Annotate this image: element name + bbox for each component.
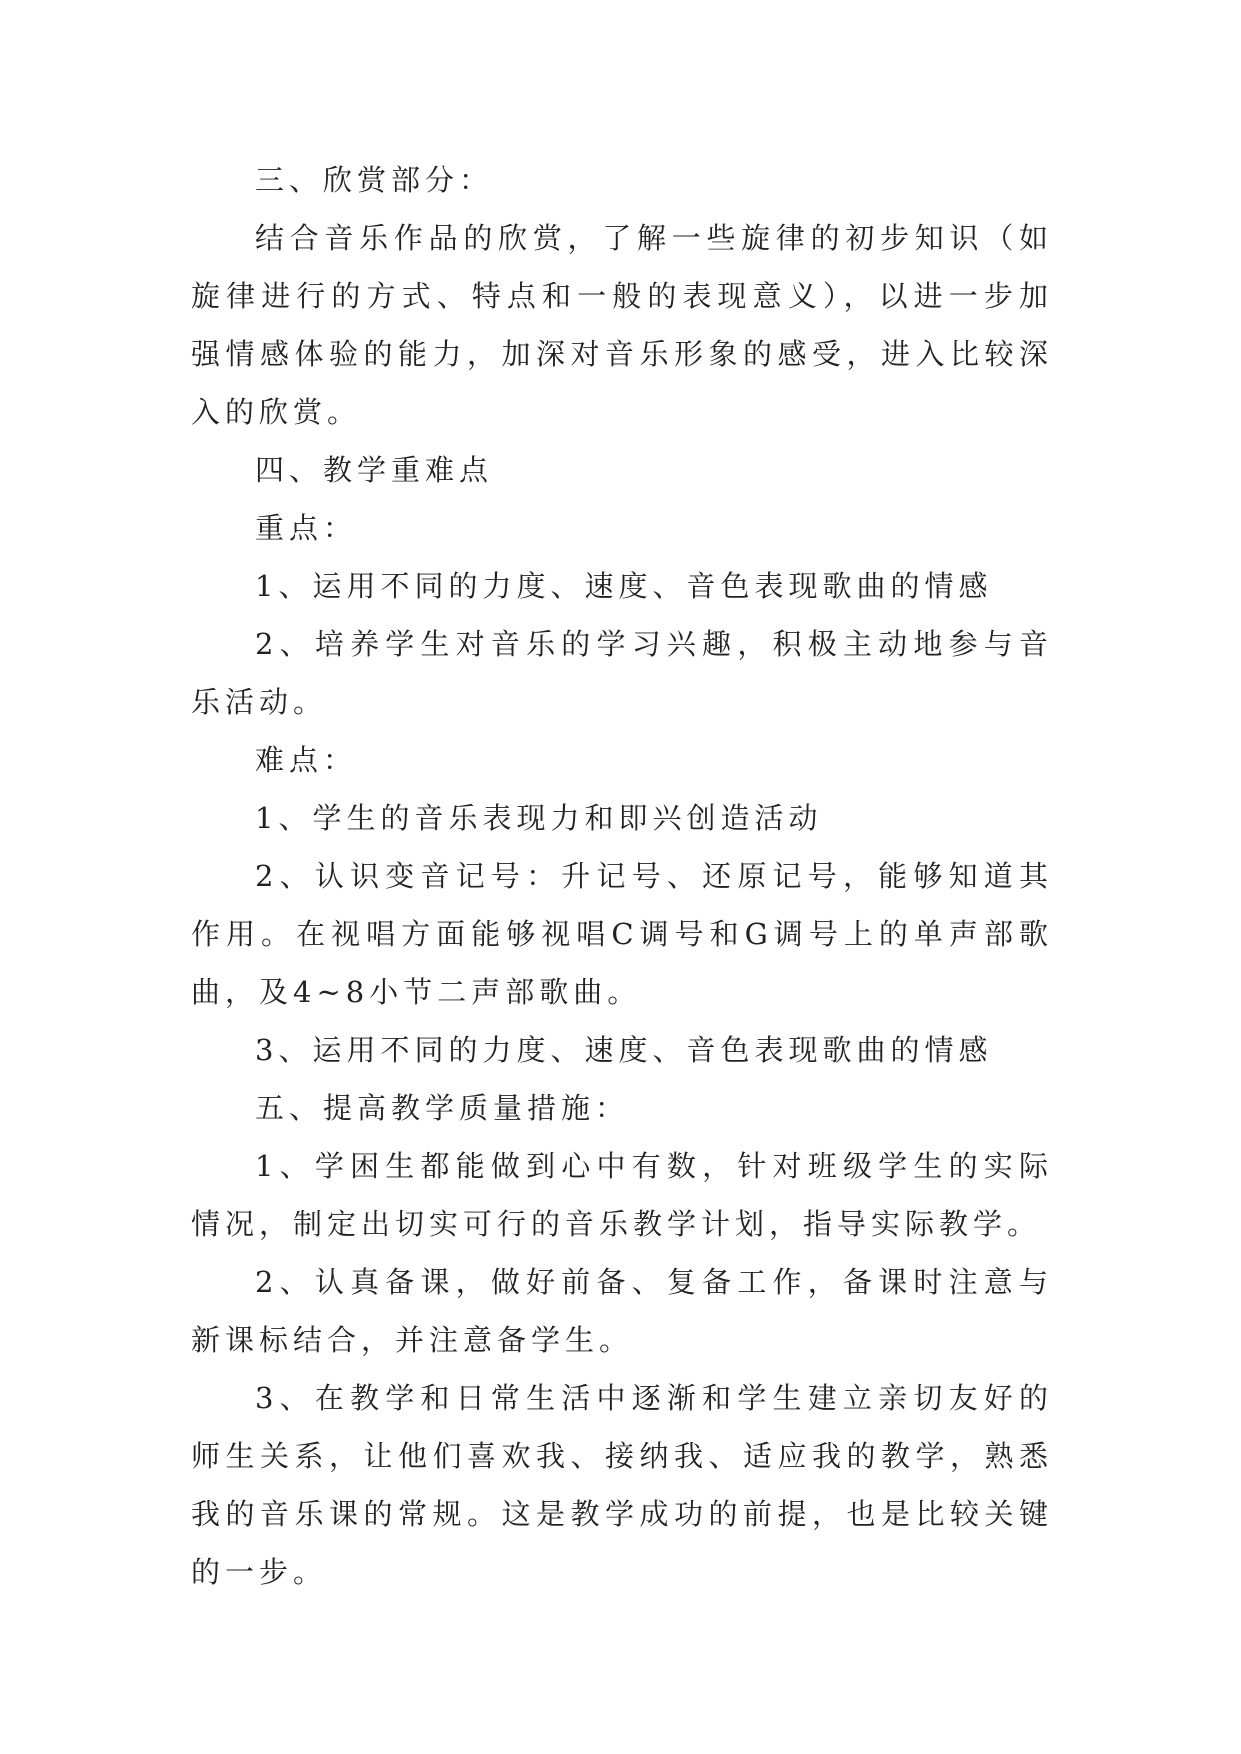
list-item-difficulty-2: 2、认识变音记号：升记号、还原记号，能够知道其作用。在视唱方面能够视唱C调号和G调号上的单声部歌曲，及4~8小节二声部歌曲。 [191, 859, 1053, 1009]
list-item-difficulty-3: 3、运用不同的力度、速度、音色表现歌曲的情感 [255, 1033, 993, 1067]
paragraph-appreciation: 结合音乐作品的欣赏，了解一些旋律的初步知识（如旋律进行的方式、特点和一般的表现意义），以进一步加强情感体验的能力，加深对音乐形象的感受，进入比较深入的欣赏。 [191, 221, 1053, 429]
document-body [191, 151, 1053, 1601]
subheading-key: 重点： [255, 511, 358, 545]
section-heading-key-points: 四、教学重难点 [255, 453, 494, 487]
section-heading-appreciation: 三、欣赏部分： [255, 163, 494, 197]
list-item-measure-2: 2、认真备课，做好前备、复备工作，备课时注意与新课标结合，并注意备学生。 [191, 1265, 1053, 1357]
list-item-difficulty-1: 1、学生的音乐表现力和即兴创造活动 [255, 801, 823, 835]
list-item-key-2: 2、培养学生对音乐的学习兴趣，积极主动地参与音乐活动。 [191, 627, 1053, 719]
list-item-measure-3: 3、在教学和日常生活中逐渐和学生建立亲切友好的师生关系，让他们喜欢我、接纳我、适应我的教学，熟悉我的音乐课的常规。这是教学成功的前提，也是比较关键的一步。 [191, 1381, 1053, 1589]
section-heading-measures: 五、提高教学质量措施： [255, 1091, 630, 1125]
list-item-measure-1: 1、学困生都能做到心中有数，针对班级学生的实际情况，制定出切实可行的音乐教学计划，指导实际教学。 [191, 1149, 1053, 1241]
subheading-difficulty: 难点： [255, 743, 358, 777]
list-item-key-1: 1、运用不同的力度、速度、音色表现歌曲的情感 [255, 569, 993, 603]
